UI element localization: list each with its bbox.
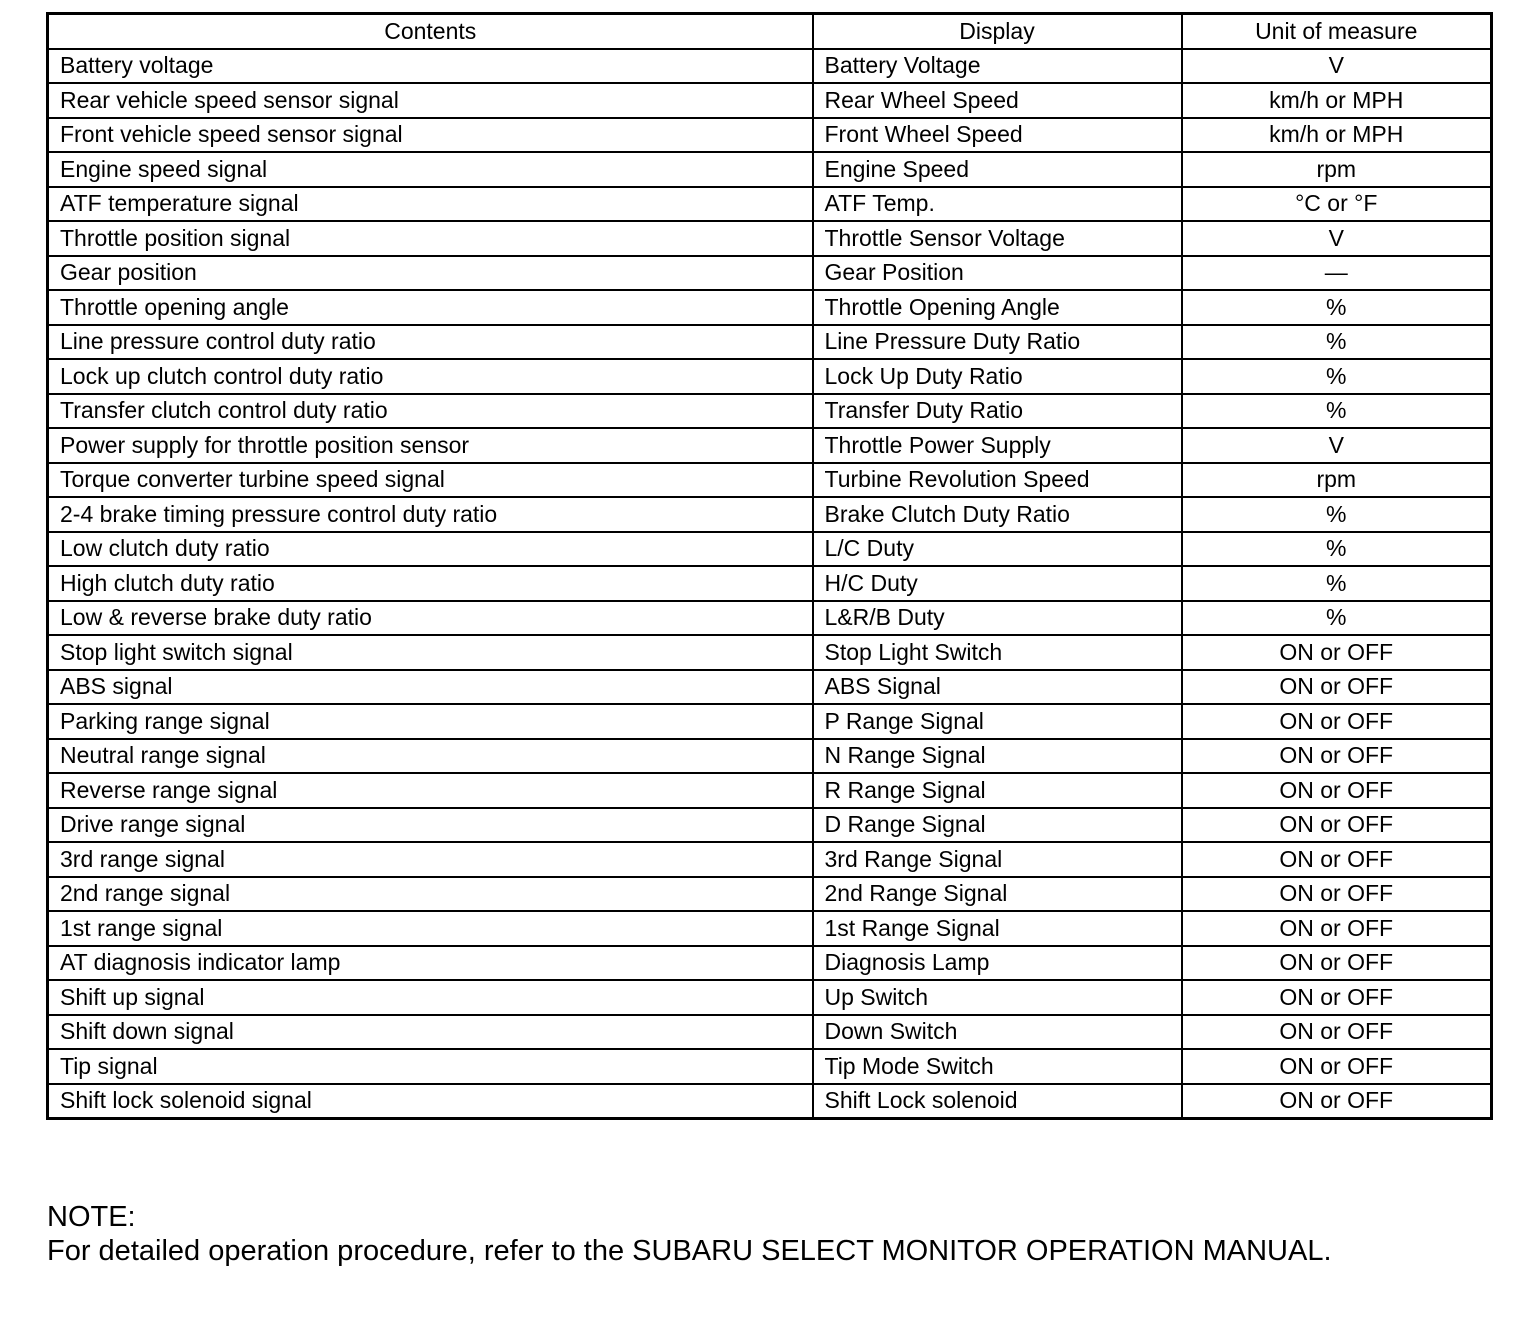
contents-cell: ATF temperature signal [48,187,813,222]
table-row [48,946,1492,981]
display-cell: 2nd Range Signal [813,877,1182,912]
unit-cell: % [1182,566,1492,601]
display-cell: Transfer Duty Ratio [813,394,1182,429]
contents-cell: 1st range signal [48,911,813,946]
unit-cell: ON or OFF [1182,739,1492,774]
table-row [48,980,1492,1015]
display-cell: H/C Duty [813,566,1182,601]
contents-cell: Stop light switch signal [48,635,813,670]
contents-cell: 2-4 brake timing pressure control duty ratio [48,497,813,532]
unit-cell: ON or OFF [1182,1049,1492,1084]
contents-cell: Reverse range signal [48,773,813,808]
display-cell: N Range Signal [813,739,1182,774]
contents-cell: Lock up clutch control duty ratio [48,359,813,394]
note-text: For detailed operation procedure, refer to the SUBARU SELECT MONITOR OPERATION MANUAL. [47,1235,1332,1267]
unit-cell: ON or OFF [1182,1015,1492,1050]
display-cell: Engine Speed [813,152,1182,187]
display-cell: R Range Signal [813,773,1182,808]
display-cell: Tip Mode Switch [813,1049,1182,1084]
unit-cell: — [1182,256,1492,291]
table-row [48,739,1492,774]
unit-cell: rpm [1182,152,1492,187]
unit-cell: V [1182,49,1492,84]
unit-cell: rpm [1182,463,1492,498]
header-contents: Contents [48,14,813,49]
table-row [48,394,1492,429]
table-header [48,14,1492,49]
unit-cell: % [1182,532,1492,567]
display-cell: Lock Up Duty Ratio [813,359,1182,394]
contents-cell: Shift up signal [48,980,813,1015]
table-row [48,773,1492,808]
display-cell: 3rd Range Signal [813,842,1182,877]
contents-cell: Shift lock solenoid signal [48,1084,813,1119]
table-row [48,911,1492,946]
display-cell: Battery Voltage [813,49,1182,84]
display-cell: Throttle Opening Angle [813,290,1182,325]
table-row [48,670,1492,705]
contents-cell: Low clutch duty ratio [48,532,813,567]
display-cell: Gear Position [813,256,1182,291]
table-row [48,566,1492,601]
unit-cell: % [1182,290,1492,325]
unit-cell: % [1182,359,1492,394]
header-unit: Unit of measure [1182,14,1492,49]
contents-cell: Gear position [48,256,813,291]
table-row [48,49,1492,84]
unit-cell: ON or OFF [1182,704,1492,739]
display-cell: P Range Signal [813,704,1182,739]
contents-cell: 2nd range signal [48,877,813,912]
table-row [48,256,1492,291]
display-cell: Rear Wheel Speed [813,83,1182,118]
display-cell: Diagnosis Lamp [813,946,1182,981]
unit-cell: °C or °F [1182,187,1492,222]
unit-cell: ON or OFF [1182,635,1492,670]
table-row [48,428,1492,463]
display-cell: ATF Temp. [813,187,1182,222]
contents-cell: Line pressure control duty ratio [48,325,813,360]
unit-cell: % [1182,497,1492,532]
contents-cell: Torque converter turbine speed signal [48,463,813,498]
table-row [48,152,1492,187]
contents-cell: Tip signal [48,1049,813,1084]
display-cell: Brake Clutch Duty Ratio [813,497,1182,532]
unit-cell: V [1182,221,1492,256]
display-cell: Down Switch [813,1015,1182,1050]
table-row [48,359,1492,394]
contents-cell: Throttle opening angle [48,290,813,325]
contents-cell: Throttle position signal [48,221,813,256]
contents-cell: AT diagnosis indicator lamp [48,946,813,981]
display-cell: L&R/B Duty [813,601,1182,636]
unit-cell: % [1182,325,1492,360]
header-row [48,14,1492,49]
table-row [48,842,1492,877]
table-row [48,635,1492,670]
contents-cell: Parking range signal [48,704,813,739]
unit-cell: ON or OFF [1182,808,1492,843]
display-cell: Shift Lock solenoid [813,1084,1182,1119]
contents-cell: High clutch duty ratio [48,566,813,601]
table-row [48,601,1492,636]
table-body [48,49,1492,1119]
table-row [48,221,1492,256]
display-cell: Front Wheel Speed [813,118,1182,153]
display-cell: Up Switch [813,980,1182,1015]
table-row [48,1015,1492,1050]
table-row [48,1049,1492,1084]
contents-cell: Low & reverse brake duty ratio [48,601,813,636]
contents-cell: Shift down signal [48,1015,813,1050]
contents-cell: Neutral range signal [48,739,813,774]
contents-cell: ABS signal [48,670,813,705]
table-row [48,877,1492,912]
table-row [48,463,1492,498]
unit-cell: ON or OFF [1182,980,1492,1015]
table-row [48,325,1492,360]
unit-cell: km/h or MPH [1182,83,1492,118]
unit-cell: % [1182,601,1492,636]
contents-cell: Front vehicle speed sensor signal [48,118,813,153]
display-cell: Throttle Sensor Voltage [813,221,1182,256]
display-cell: Throttle Power Supply [813,428,1182,463]
display-cell: Stop Light Switch [813,635,1182,670]
unit-cell: % [1182,394,1492,429]
table-row [48,532,1492,567]
table-row [48,808,1492,843]
table-row [48,83,1492,118]
display-cell: Line Pressure Duty Ratio [813,325,1182,360]
contents-cell: Engine speed signal [48,152,813,187]
unit-cell: ON or OFF [1182,911,1492,946]
contents-cell: Drive range signal [48,808,813,843]
monitor-items-table [46,12,1493,1120]
contents-cell: Power supply for throttle position sensor [48,428,813,463]
unit-cell: ON or OFF [1182,877,1492,912]
contents-cell: 3rd range signal [48,842,813,877]
note-heading: NOTE: [47,1201,136,1233]
table-row [48,187,1492,222]
unit-cell: km/h or MPH [1182,118,1492,153]
contents-cell: Rear vehicle speed sensor signal [48,83,813,118]
contents-cell: Battery voltage [48,49,813,84]
table-row [48,497,1492,532]
contents-cell: Transfer clutch control duty ratio [48,394,813,429]
note-block [47,1200,1332,1268]
display-cell: ABS Signal [813,670,1182,705]
table-row [48,704,1492,739]
header-display: Display [813,14,1182,49]
table-row [48,118,1492,153]
table-row [48,1084,1492,1119]
display-cell: Turbine Revolution Speed [813,463,1182,498]
display-cell: L/C Duty [813,532,1182,567]
unit-cell: V [1182,428,1492,463]
unit-cell: ON or OFF [1182,1084,1492,1119]
unit-cell: ON or OFF [1182,670,1492,705]
display-cell: D Range Signal [813,808,1182,843]
unit-cell: ON or OFF [1182,842,1492,877]
display-cell: 1st Range Signal [813,911,1182,946]
table-row [48,290,1492,325]
unit-cell: ON or OFF [1182,773,1492,808]
unit-cell: ON or OFF [1182,946,1492,981]
